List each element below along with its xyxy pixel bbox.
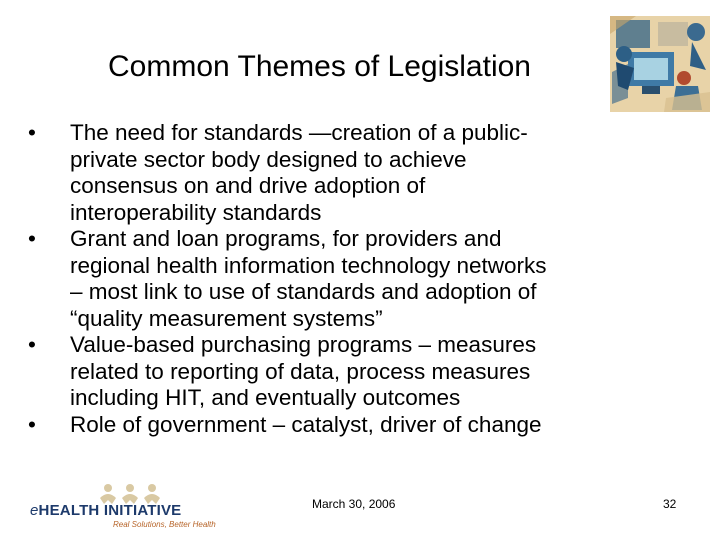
bullet-marker: •: [28, 411, 36, 437]
bullet-item: [28, 332, 688, 412]
logo-wordmark: [30, 502, 181, 519]
bullet-line: Value-based purchasing programs – measures: [70, 332, 537, 357]
bullet-line: Grant and loan programs, for providers and: [70, 226, 502, 251]
bullet-line: consensus on and drive adoption of: [70, 173, 426, 198]
bullet-line: private sector body designed to achieve: [70, 146, 467, 172]
bullet-line: The need for standards —creation of a public-: [70, 120, 528, 145]
bullet-marker: •: [28, 120, 36, 145]
bullet-line: including HIT, and eventually outcomes: [70, 385, 461, 410]
bullet-line: – most link to use of standards and adoption of: [70, 279, 537, 304]
bullet-list: [28, 120, 688, 438]
bullet-marker: •: [28, 332, 36, 357]
people-computer-clipart-icon: [606, 12, 714, 116]
ehealth-initiative-logo: [30, 482, 220, 530]
bullet-item: [28, 120, 688, 226]
logo-tagline: Real Solutions, Better Health: [113, 520, 216, 529]
logo-prefix: e: [30, 502, 39, 519]
bullet-item: [28, 412, 688, 439]
bullet-line: regional health information technology networks: [70, 252, 547, 278]
bullet-marker: •: [28, 226, 36, 251]
bullet-line: related to reporting of data, process measures: [70, 358, 531, 384]
bullet-line: Role of government – catalyst, driver of change: [70, 411, 542, 437]
page-number: 32: [663, 497, 677, 511]
bullet-line: interoperability standards: [70, 199, 322, 225]
footer-date: March 30, 2006: [312, 497, 396, 511]
bullet-item: [28, 226, 688, 332]
logo-name: HEALTH INITIATIVE: [38, 502, 182, 519]
slide-title: Common Themes of Legislation: [108, 50, 531, 83]
bullet-line: “quality measurement systems”: [70, 305, 383, 331]
